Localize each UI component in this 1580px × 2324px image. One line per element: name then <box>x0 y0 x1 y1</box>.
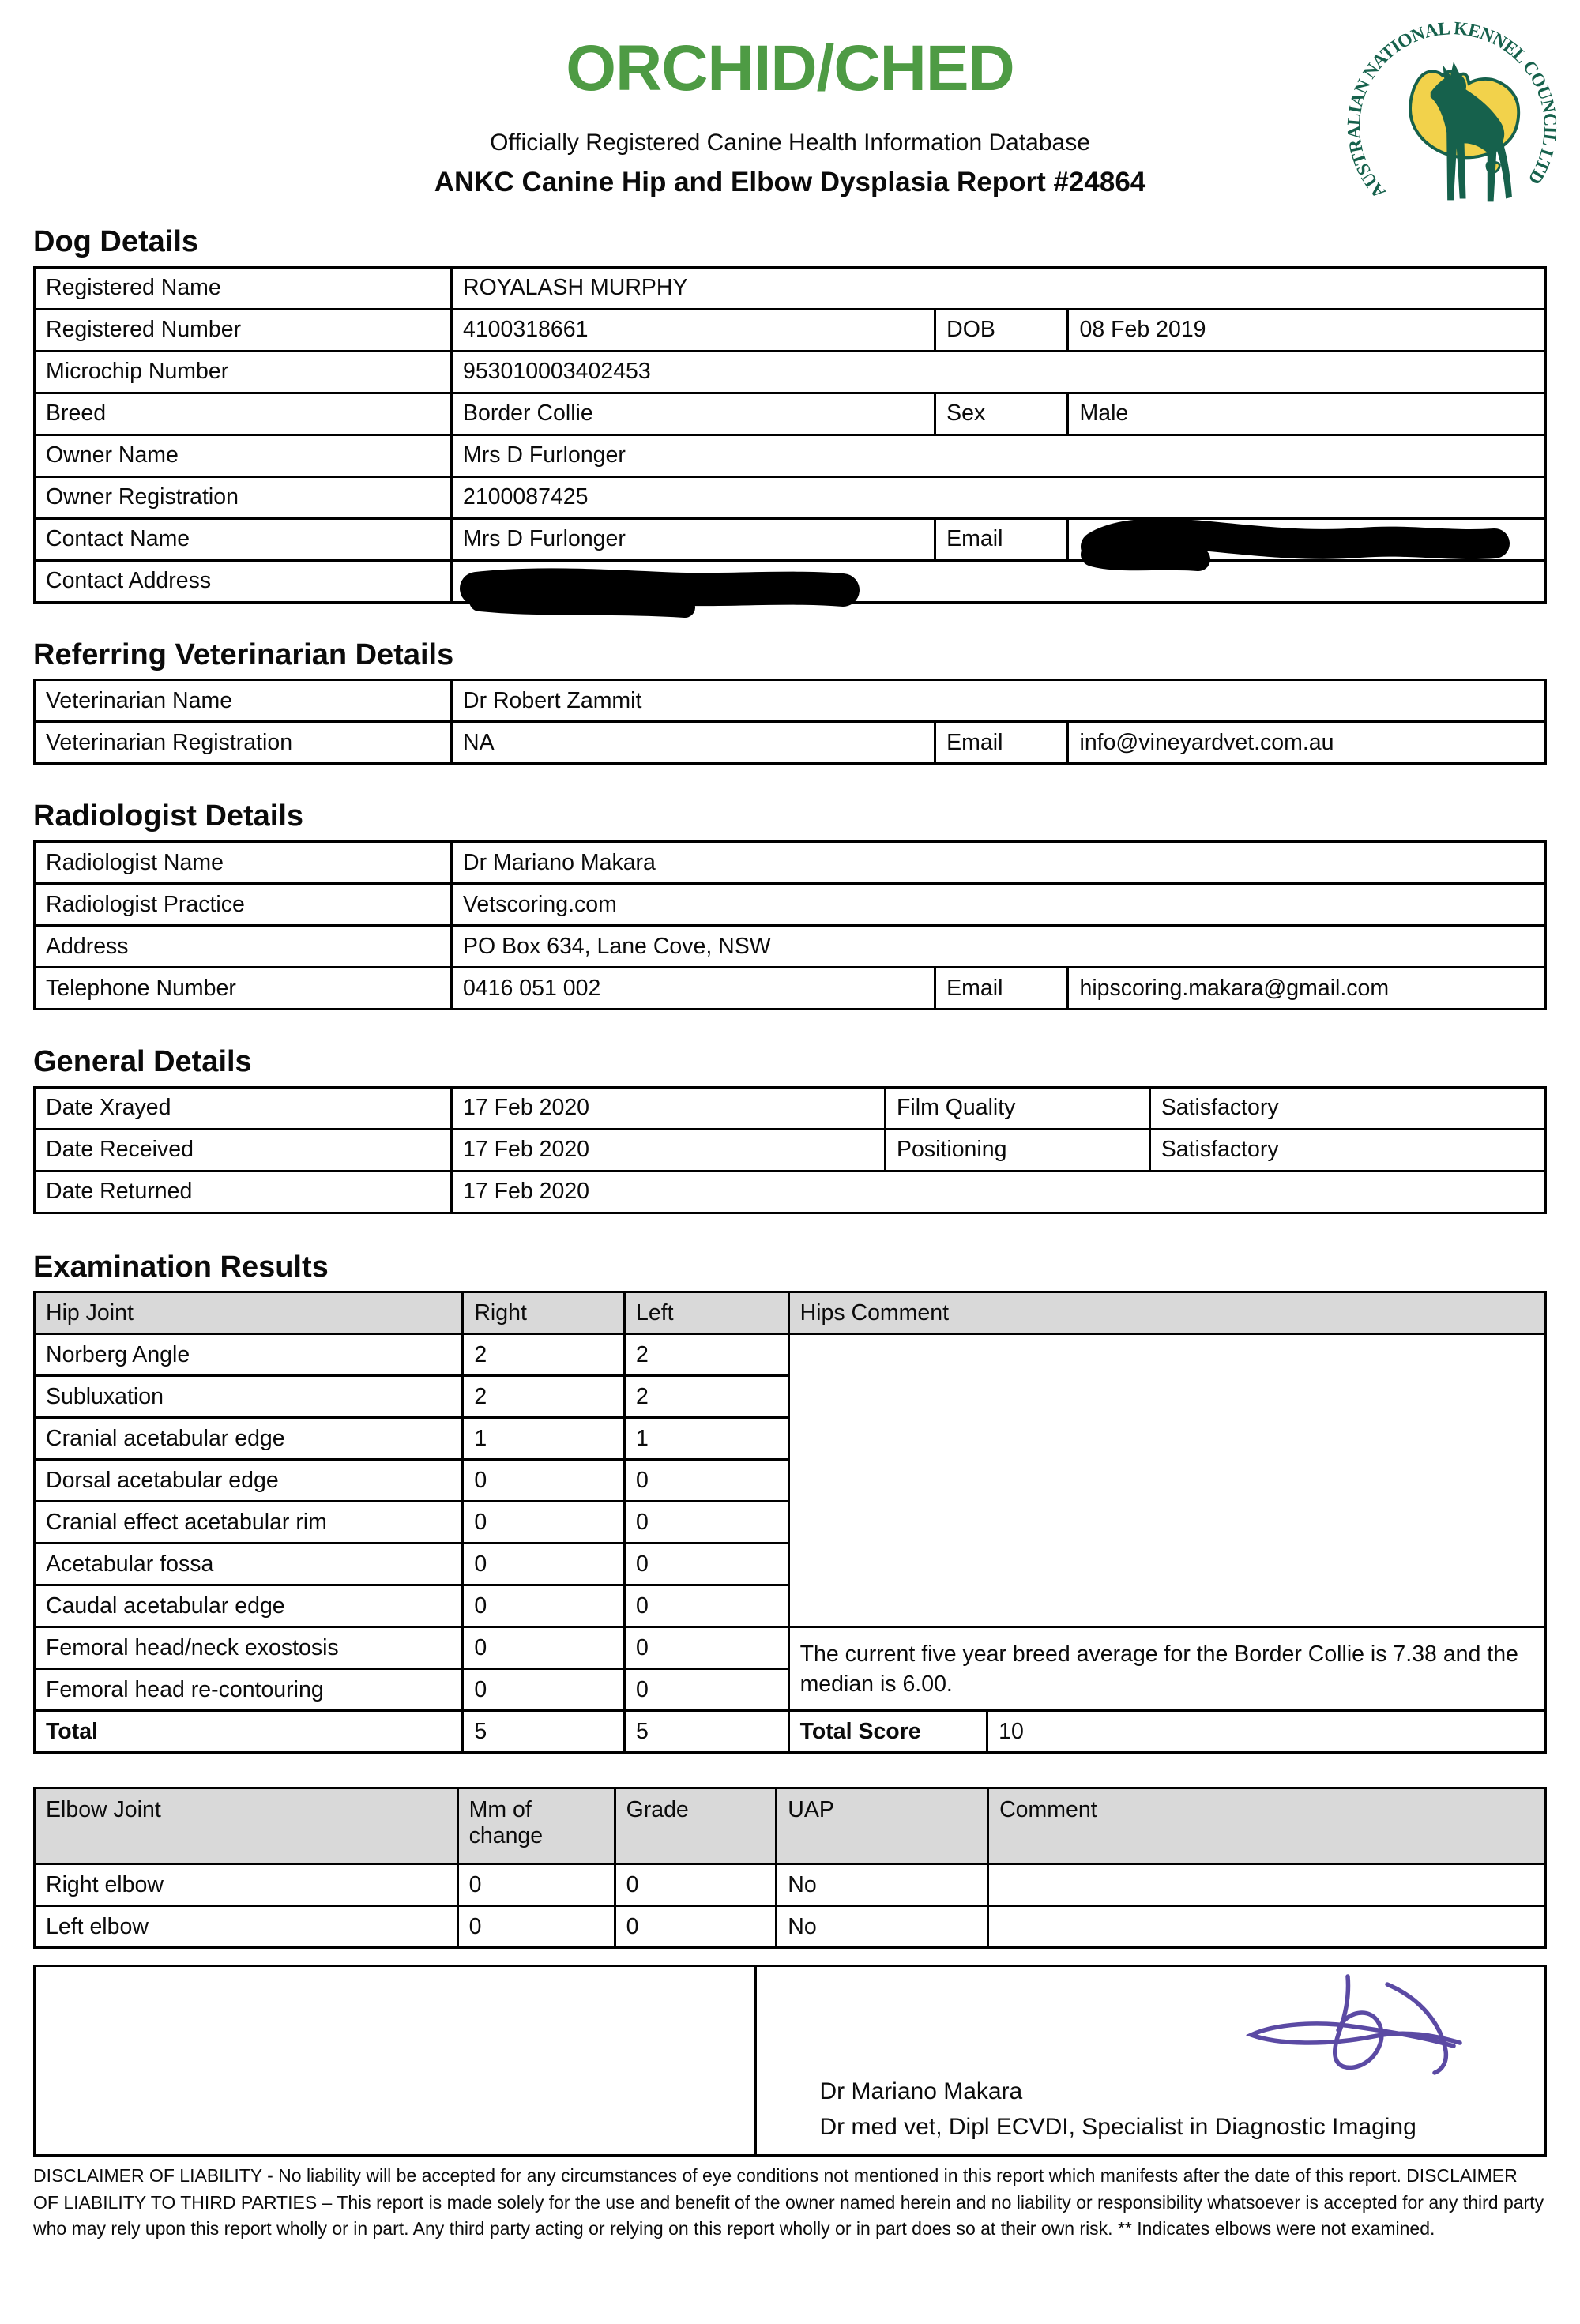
signatory-name: Dr Mariano Makara <box>819 2078 1023 2105</box>
ankc-logo-icon <box>1337 9 1567 240</box>
field-value: 17 Feb 2020 <box>451 1087 885 1129</box>
hip-right-score: 0 <box>463 1627 625 1669</box>
vet-details-heading: Referring Veterinarian Details <box>33 637 454 671</box>
database-subtitle: Officially Registered Canine Health Information Database <box>490 130 1090 156</box>
field-value: Vetscoring.com <box>451 884 1545 926</box>
field-label: Date Returned <box>35 1171 452 1213</box>
table-row <box>35 560 1546 602</box>
hip-right-score: 0 <box>463 1544 625 1585</box>
radiologist-details-table <box>33 840 1547 1010</box>
hip-criterion: Acetabular fossa <box>35 1544 463 1585</box>
hip-total-label: Total <box>35 1711 463 1753</box>
field-label: Registered Name <box>35 267 452 309</box>
elbow-grade: 0 <box>615 1864 777 1906</box>
field-value: Male <box>1068 393 1546 434</box>
field-value: 17 Feb 2020 <box>451 1129 885 1171</box>
hip-left-score: 0 <box>625 1627 789 1669</box>
field-label: Registered Number <box>35 309 452 351</box>
signatory-credentials: Dr med vet, Dipl ECVDI, Specialist in Diagnostic Imaging <box>819 2114 1416 2141</box>
hip-right-score: 0 <box>463 1460 625 1502</box>
signature-icon <box>1231 1972 1468 2086</box>
hips-comment: The current five year breed average for the Border Collie is 7.38 and the median is 6.00. <box>788 1627 1545 1711</box>
table-row <box>35 1711 1546 1753</box>
hip-left-score: 0 <box>625 1502 789 1544</box>
elbow-side: Right elbow <box>35 1864 458 1906</box>
hip-left-score: 2 <box>625 1376 789 1418</box>
field-value: 2100087425 <box>451 476 1545 518</box>
disclaimer-text: DISCLAIMER OF LIABILITY - No liability will be accepted for any circumstances of eye conditions not mentioned in this report which manifests after the date of this report. DISCLAIMER OF LIABILITY TO THIRD PARTIES – This report is made solely for the use and benefit of the owner named herein and no liability or responsibility whatsoever is accepted for any third party who may rely upon this report wholly or in part. Any third party acting or relying on this report wholly or in part does so at their own risk. ** Indicates elbows were not examined. <box>33 2165 1544 2239</box>
report-title: ANKC Canine Hip and Elbow Dysplasia Report #24864 <box>434 166 1146 197</box>
field-label: Veterinarian Registration <box>35 722 452 764</box>
field-value: info@vineyardvet.com.au <box>1068 722 1546 764</box>
total-score-label: Total Score <box>788 1711 988 1753</box>
dog-details-heading: Dog Details <box>33 225 199 259</box>
table-row <box>35 1627 1546 1669</box>
field-label: Date Xrayed <box>35 1087 452 1129</box>
hip-right-score: 2 <box>463 1376 625 1418</box>
table-row <box>35 680 1546 722</box>
field-value: Mrs D Furlonger <box>451 434 1545 476</box>
examination-results-heading: Examination Results <box>33 1250 329 1284</box>
table-row <box>35 1966 1546 2156</box>
hip-criterion: Femoral head/neck exostosis <box>35 1627 463 1669</box>
table-row <box>35 722 1546 764</box>
hip-criterion: Norberg Angle <box>35 1334 463 1376</box>
elbow-side: Left elbow <box>35 1906 458 1948</box>
hip-right-score: 0 <box>463 1502 625 1544</box>
dog-details-table <box>33 266 1547 604</box>
hip-left-score: 2 <box>625 1334 789 1376</box>
field-label: Radiologist Practice <box>35 884 452 926</box>
field-value: 4100318661 <box>451 309 935 351</box>
table-row <box>35 434 1546 476</box>
contact-email-redacted <box>1068 518 1546 560</box>
hips-comment-blank-cell <box>788 1334 1545 1627</box>
signature-table <box>33 1965 1547 2157</box>
elbow-joint-table <box>33 1787 1547 1949</box>
field-label: Radiologist Name <box>35 842 452 884</box>
elbow-comment <box>988 1864 1546 1906</box>
column-header: Elbow Joint <box>35 1788 458 1864</box>
table-row <box>35 1129 1546 1171</box>
field-label: DOB <box>935 309 1068 351</box>
radiologist-details-heading: Radiologist Details <box>33 799 304 833</box>
field-label: Microchip Number <box>35 351 452 393</box>
column-header: UAP <box>777 1788 988 1864</box>
hip-right-score: 1 <box>463 1418 625 1460</box>
hip-joint-table <box>33 1291 1547 1754</box>
table-row <box>35 1864 1546 1906</box>
logo-ring-text: AUSTRALIAN NATIONAL KENNEL COUNCIL LTD <box>1343 18 1561 203</box>
field-value: PO Box 634, Lane Cove, NSW <box>451 926 1545 968</box>
hip-left-score: 0 <box>625 1585 789 1627</box>
field-label: Veterinarian Name <box>35 680 452 722</box>
hip-left-score: 1 <box>625 1418 789 1460</box>
hip-left-score: 0 <box>625 1460 789 1502</box>
table-row <box>35 926 1546 968</box>
table-row <box>35 1334 1546 1376</box>
field-value: 0416 051 002 <box>451 968 935 1010</box>
field-label: Email <box>935 722 1068 764</box>
field-value: Border Collie <box>451 393 935 434</box>
field-label: Owner Name <box>35 434 452 476</box>
field-value: Dr Mariano Makara <box>451 842 1545 884</box>
field-label: Sex <box>935 393 1068 434</box>
ankc-logo <box>1337 9 1567 240</box>
table-header-row <box>35 1292 1546 1334</box>
hip-right-score: 0 <box>463 1585 625 1627</box>
field-value: Dr Robert Zammit <box>451 680 1545 722</box>
column-header: Hips Comment <box>788 1292 1545 1334</box>
elbow-mm-change: 0 <box>457 1864 615 1906</box>
field-value: Satisfactory <box>1149 1087 1545 1129</box>
signature-empty-cell <box>35 1966 756 2156</box>
table-row <box>35 476 1546 518</box>
field-label: Contact Name <box>35 518 452 560</box>
table-row <box>35 267 1546 309</box>
hip-right-score: 0 <box>463 1669 625 1711</box>
field-label: Film Quality <box>886 1087 1150 1129</box>
table-row <box>35 1087 1546 1129</box>
field-value: hipscoring.makara@gmail.com <box>1068 968 1546 1010</box>
field-value: NA <box>451 722 935 764</box>
field-label: Positioning <box>886 1129 1150 1171</box>
hip-criterion: Subluxation <box>35 1376 463 1418</box>
field-value: Mrs D Furlonger <box>451 518 935 560</box>
elbow-comment <box>988 1906 1546 1948</box>
table-row <box>35 393 1546 434</box>
field-label: Address <box>35 926 452 968</box>
total-score-value: 10 <box>988 1711 1546 1753</box>
hip-left-score: 0 <box>625 1544 789 1585</box>
column-header: Comment <box>988 1788 1546 1864</box>
table-row <box>35 351 1546 393</box>
hip-criterion: Cranial effect acetabular rim <box>35 1502 463 1544</box>
field-value: Satisfactory <box>1149 1129 1545 1171</box>
page-title: ORCHID/CHED <box>566 32 1014 104</box>
hip-criterion: Cranial acetabular edge <box>35 1418 463 1460</box>
signature-cell <box>755 1966 1546 2156</box>
table-row <box>35 518 1546 560</box>
general-details-heading: General Details <box>33 1045 252 1079</box>
field-label: Contact Address <box>35 560 452 602</box>
elbow-uap: No <box>777 1864 988 1906</box>
table-row <box>35 968 1546 1010</box>
field-label: Email <box>935 518 1068 560</box>
elbow-mm-change: 0 <box>457 1906 615 1948</box>
hip-criterion: Caudal acetabular edge <box>35 1585 463 1627</box>
redaction-scribble-icon <box>456 560 867 620</box>
field-label: Telephone Number <box>35 968 452 1010</box>
table-row <box>35 842 1546 884</box>
hip-criterion: Dorsal acetabular edge <box>35 1460 463 1502</box>
column-header: Right <box>463 1292 625 1334</box>
general-details-table <box>33 1086 1547 1214</box>
report-body <box>0 225 1580 2242</box>
vet-details-table <box>33 679 1547 765</box>
field-label: Owner Registration <box>35 476 452 518</box>
column-header: Hip Joint <box>35 1292 463 1334</box>
hip-left-score: 0 <box>625 1669 789 1711</box>
elbow-grade: 0 <box>615 1906 777 1948</box>
table-header-row <box>35 1788 1546 1864</box>
table-row <box>35 1906 1546 1948</box>
column-header: Left <box>625 1292 789 1334</box>
field-label: Email <box>935 968 1068 1010</box>
field-value: ROYALASH MURPHY <box>451 267 1545 309</box>
elbow-uap: No <box>777 1906 988 1948</box>
hip-criterion: Femoral head re-contouring <box>35 1669 463 1711</box>
hip-right-score: 2 <box>463 1334 625 1376</box>
contact-address-redacted <box>451 560 1545 602</box>
field-label: Breed <box>35 393 452 434</box>
table-row <box>35 1171 1546 1213</box>
column-header: Grade <box>615 1788 777 1864</box>
field-value: 953010003402453 <box>451 351 1545 393</box>
field-value: 08 Feb 2019 <box>1068 309 1546 351</box>
column-header: Mm of change <box>457 1788 615 1864</box>
table-row <box>35 884 1546 926</box>
field-value: 17 Feb 2020 <box>451 1171 1545 1213</box>
hip-total-right: 5 <box>463 1711 625 1753</box>
hip-total-left: 5 <box>625 1711 789 1753</box>
table-row <box>35 309 1546 351</box>
field-label: Date Received <box>35 1129 452 1171</box>
